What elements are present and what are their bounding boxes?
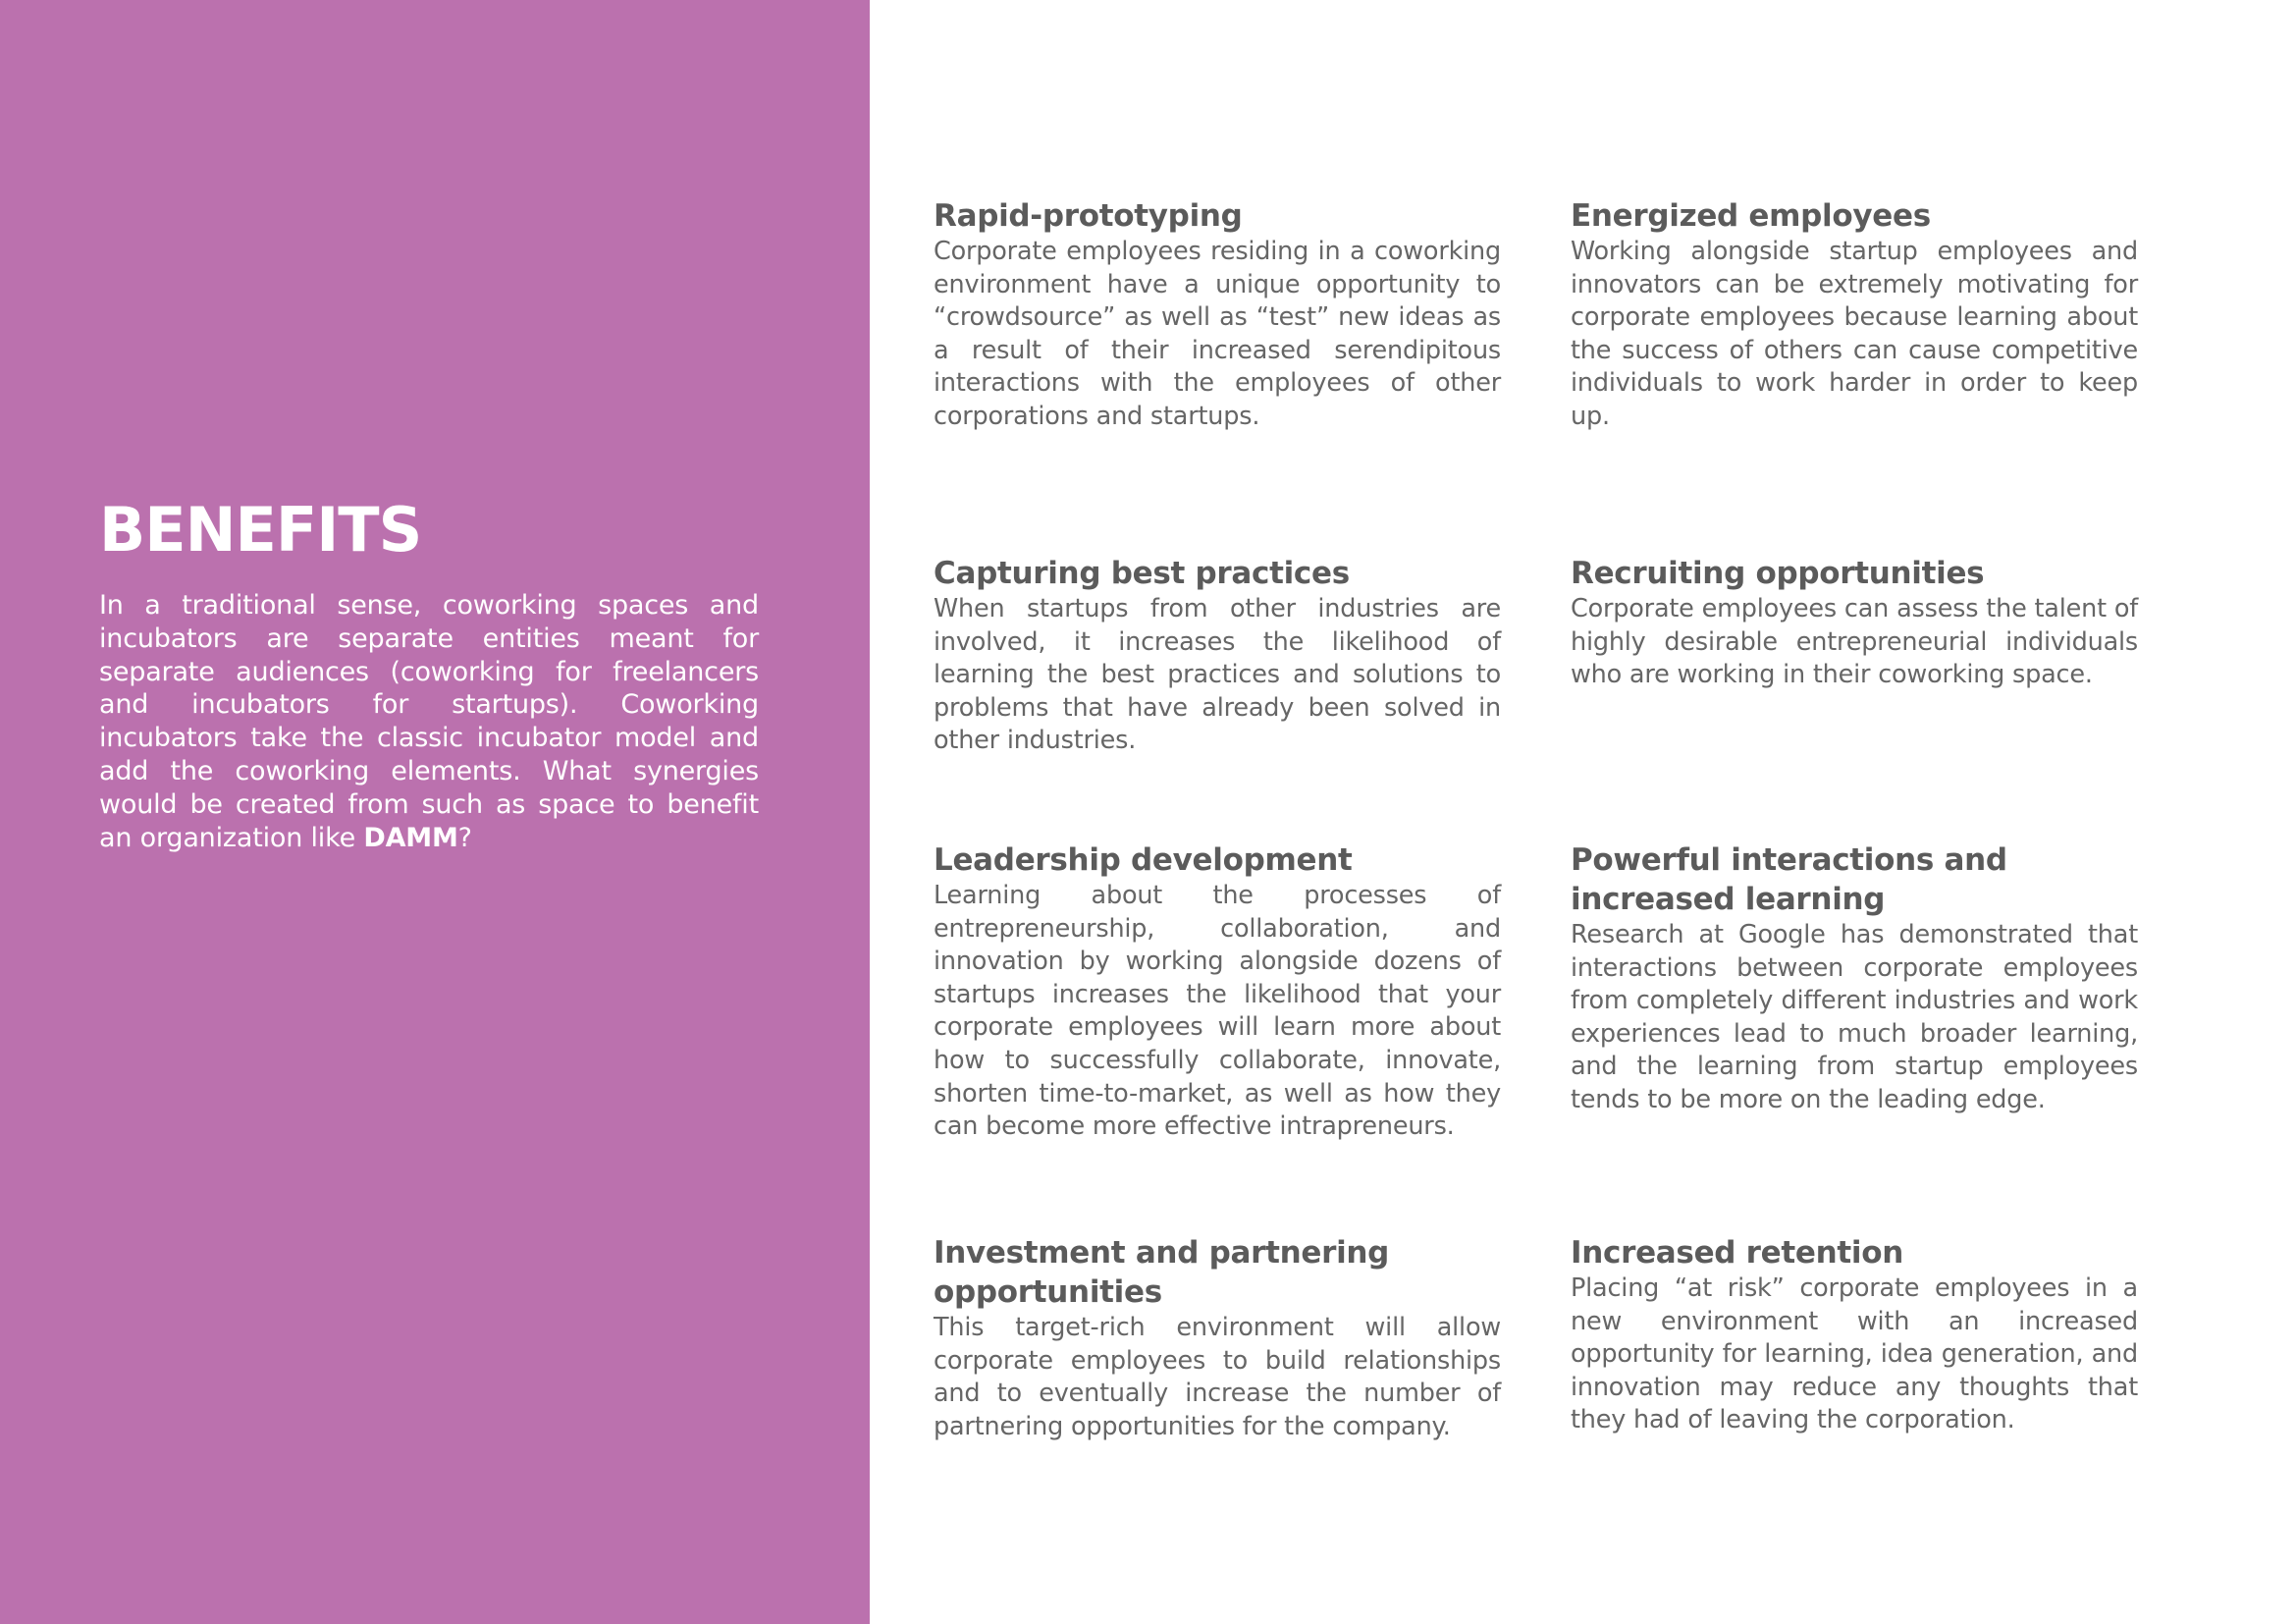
intro-paragraph: [99, 589, 759, 854]
benefit-title: Leadership development: [934, 842, 1353, 878]
benefit-text: Corporate employees can assess the talent of highly desirable entrepreneurial individuals who are working in their coworking space.: [1571, 594, 2138, 690]
benefit-rapid-prototyping: [934, 196, 1501, 434]
benefit-leadership-development: [934, 840, 1501, 1144]
benefit-increased-retention: [1571, 1233, 2138, 1437]
benefit-investment-partnering: [934, 1233, 1501, 1443]
intro-end: ?: [457, 822, 472, 853]
benefits-sidebar: [0, 0, 870, 1624]
benefit-text: Corporate employees residing in a coworking environment have a unique opportunity to “crowdsource” as well as “test” new ideas as a result of their increased serendipitous interactions with the employees of other corporations and startups.: [934, 237, 1501, 431]
benefit-title: Investment and partnering opportunities: [934, 1235, 1390, 1310]
benefit-recruiting-opportunities: [1571, 554, 2138, 692]
benefit-text: Learning about the processes of entrepreneurship, collaboration, and innovation by working alongside dozens of startups increases the likelihood that your corporate employees will learn more about how to successfully collaborate, innovate, shorten time-to-market, as well as how they can become more effective intrapreneurs.: [934, 881, 1501, 1142]
benefit-text: Working alongside startup employees and innovators can be extremely motivating for corporate employees because learning about the success of others can cause competitive individuals to work harder in order to keep up.: [1571, 237, 2138, 431]
benefit-powerful-interactions: [1571, 840, 2138, 1117]
benefit-text: Placing “at risk” corporate employees in a new environment with an increased opportunity for learning, idea generation, and innovation may reduce any thoughts that they had of leaving the corporation.: [1571, 1273, 2138, 1435]
benefit-text: This target-rich environment will allow corporate employees to build relationships and to eventually increase the number of partnering opportunities for the company.: [934, 1313, 1501, 1441]
benefit-title: Increased retention: [1571, 1235, 1904, 1271]
benefit-text: Research at Google has demonstrated that interactions between corporate employees from completely different industries and work experiences lead to much broader learning, and the learning from startup employees tends to be more on the leading edge.: [1571, 920, 2138, 1114]
benefit-title: Capturing best practices: [934, 556, 1350, 591]
company-name: DAMM: [363, 822, 458, 853]
benefit-energized-employees: [1571, 196, 2138, 434]
benefit-title: Energized employees: [1571, 198, 1931, 234]
benefit-title: Recruiting opportunities: [1571, 556, 1985, 591]
benefit-text: When startups from other industries are involved, it increases the likelihood of learning the best practices and solutions to problems that have already been solved in other industries.: [934, 594, 1501, 756]
benefit-capturing-best-practices: [934, 554, 1501, 758]
benefit-title: Powerful interactions and increased learning: [1571, 842, 2007, 917]
page-title: BENEFITS: [99, 494, 422, 566]
benefit-title: Rapid-prototyping: [934, 198, 1243, 234]
intro-text: In a traditional sense, coworking spaces and incubators are separate entities meant for separate audiences (coworking for freelancers and incubators for startups). Coworking incubators take the classic incubator model and add the coworking elements. What synergies would be created from such as space to benefit an organization like: [99, 590, 759, 853]
